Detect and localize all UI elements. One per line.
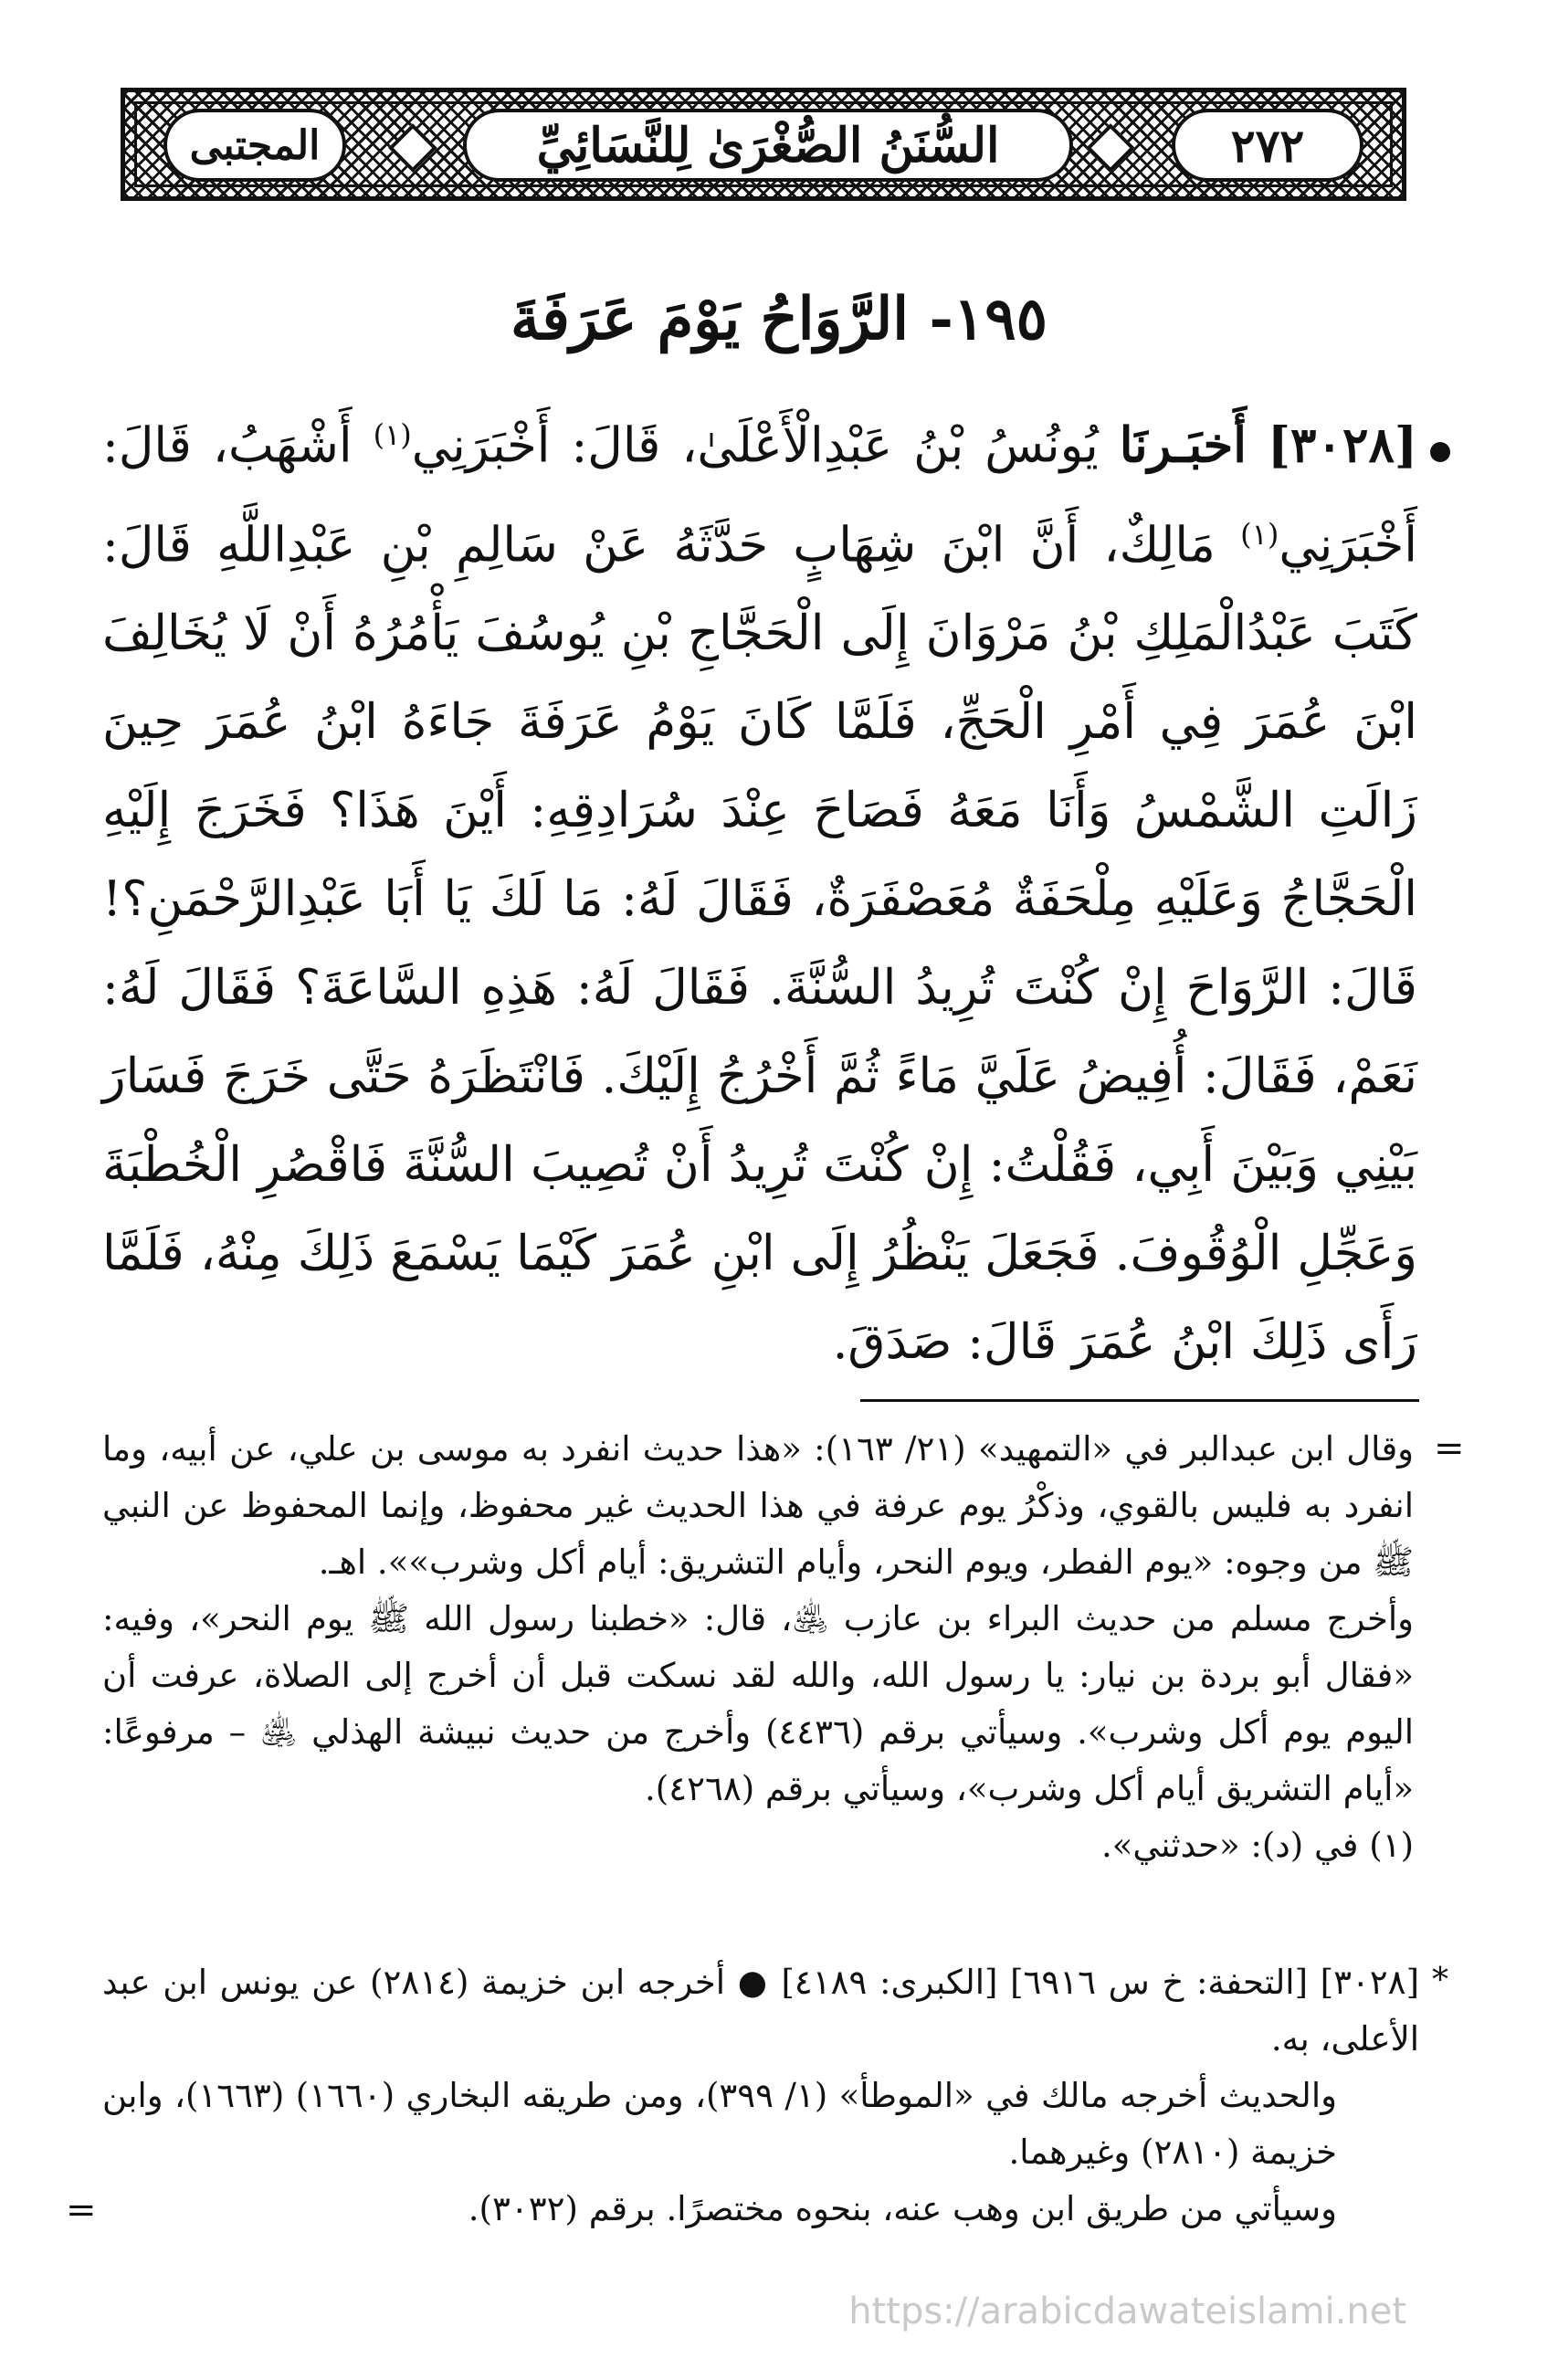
hadith-opening: أَخبَـرنَا (1119, 416, 1247, 474)
reference-line: وسيأتي من طريق ابن وهب عنه، بنحوه مختصرًا. برقم (٣٠٣٢). (468, 2189, 1337, 2228)
page-header (121, 88, 1406, 201)
hadith-segment: أَشْهَبُ، قَالَ: أَخْبَرَنِي (102, 417, 1417, 574)
reference-line: [٣٠٢٨] [التحفة: خ س ٦٩١٦] [الكبرى: ٤١٨٩] ● أخرجه ابن خزيمة (٢٨١٤) عن يونس ابن عبد الأعلى، به. (102, 1963, 1419, 2059)
footnote-paragraph: وأخرج مسلم من حديث البراء بن عازب ﵁، قال: «خطبنا رسول الله ﷺ يوم النحر»، وفيه: «فقال أبو بردة بن نيار: يا رسول الله، والله لقد نسكت قبل أن أخرج إلى الصلاة، عرفت أن اليوم يوم أكل وشرب». وسيأتي برقم (٤٤٣٦) وأخرج من حديث نبيشة الهذلي ﵁ – مرفوعًا: «أيام التشريق أيام أكل وشرب»، وسيأتي برقم (٤٢٦٨). (102, 1599, 1415, 1808)
series-logo: المجتبى (163, 109, 346, 182)
footnote-paragraph: وقال ابن عبدالبر في «التمهيد» (٢١/ ١٦٣): «هذا حديث انفرد به موسى بن علي، عن أبيه، وما انفرد به فليس بالقوي، وذكْرُ يوم عرفة في هذا الحديث غير محفوظ، وإنما المحفوظ عن النبي ﷺ من وجوه: «يوم الفطر، ويوم النحر، وأيام التشريق: أيام أكل وشرب»». اهـ. (102, 1429, 1414, 1582)
hadith-segment: مَالِكٌ، أَنَّ ابْنَ شِهَابٍ حَدَّثَهُ عَنْ سَالِمِ بْنِ عَبْدِاللَّهِ قَالَ: كَتَبَ عَبْدُالْمَلِكِ بْنُ مَرْوَانَ إِلَى الْحَجَّاجِ بْنِ يُوسُفَ يَأْمُرُهُ أَنْ لَا يُخَالِفَ ابْنَ عُمَرَ فِي أَمْرِ الْحَجِّ، فَلَمَّا كَانَ يَوْمُ عَرَفَةَ جَاءَهُ ابْنُ عُمَرَ حِينَ زَالَتِ الشَّمْسُ وَأَنَا مَعَهُ فَصَاحَ عِنْدَ سُرَادِقِهِ: أَيْنَ هَذَا؟ فَخَرَجَ إِلَيْهِ الْحَجَّاجُ وَعَلَيْهِ مِلْحَفَةٌ مُعَصْفَرَةٌ، فَقَالَ لَهُ: مَا لَكَ يَا أَبَا عَبْدِالرَّحْمَنِ؟! قَالَ: الرَّوَاحَ إِنْ كُنْتَ تُرِيدُ السُّنَّةَ. فَقَالَ لَهُ: هَذِهِ السَّاعَةَ؟ فَقَالَ لَهُ: نَعَمْ، فَقَالَ: أُفِيضُ عَلَيَّ مَاءً ثُمَّ أَخْرُجُ إِلَيْكَ. فَانْتَظَرَهُ حَتَّى خَرَجَ فَسَارَ بَيْنِي وَبَيْنَ أَبِي، فَقُلْتُ: إِنْ كُنْتَ تُرِيدُ أَنْ تُصِيبَ السُّنَّةَ فَاقْصُرِ الْخُطْبَةَ وَعَجِّلِ الْوُقُوفَ. فَجَعَلَ يَنْظُرُ إِلَى ابْنِ عُمَرَ كَيْمَا يَسْمَعَ ذَلِكَ مِنْهُ، فَلَمَّا رَأَى ذَلِكَ ابْنُ عُمَرَ قَالَ: صَدَقَ. (102, 517, 1417, 1371)
footnotes (102, 1421, 1414, 1874)
hadith-number: [٣٠٢٨] (1267, 416, 1417, 474)
footnote-ref: (١) (373, 417, 412, 452)
references (102, 1954, 1419, 2238)
continuation-mark: = (1434, 1427, 1465, 1469)
reference-line: والحديث أخرجه مالك في «الموطأ» (١/ ٣٩٩)، ومن طريقه البخاري (١٦٦٠) (١٦٦٣)، وابن خزيمة (٢٨١٠) وغيرهما. (102, 2076, 1337, 2172)
bullet-icon (1430, 442, 1450, 462)
footnote-item: (١) في (د): «حدثني». (1100, 1826, 1414, 1865)
end-mark: = (66, 2189, 97, 2231)
footnote-ref: (١) (1240, 516, 1279, 552)
page-number: ٢٧٢ (1172, 109, 1363, 182)
chapter-title: ١٩٥- الرَّوَاحُ يَوْمَ عَرَفَةَ (510, 285, 1048, 353)
hadith-segment: يُونُسُ بْنُ عَبْدِالْأَعْلَىٰ، قَالَ: أَخْبَرَنِي (411, 417, 1099, 474)
star-icon: * (1432, 1962, 1448, 1999)
footnote-divider (860, 1399, 1419, 1402)
watermark: https://arabicdawateislami.net (848, 2290, 1406, 2333)
hadith-text (102, 391, 1417, 1386)
book-title: السُّنَنُ الصُّغْرَىٰ لِلنَّسَائِيِّ (463, 109, 1073, 182)
